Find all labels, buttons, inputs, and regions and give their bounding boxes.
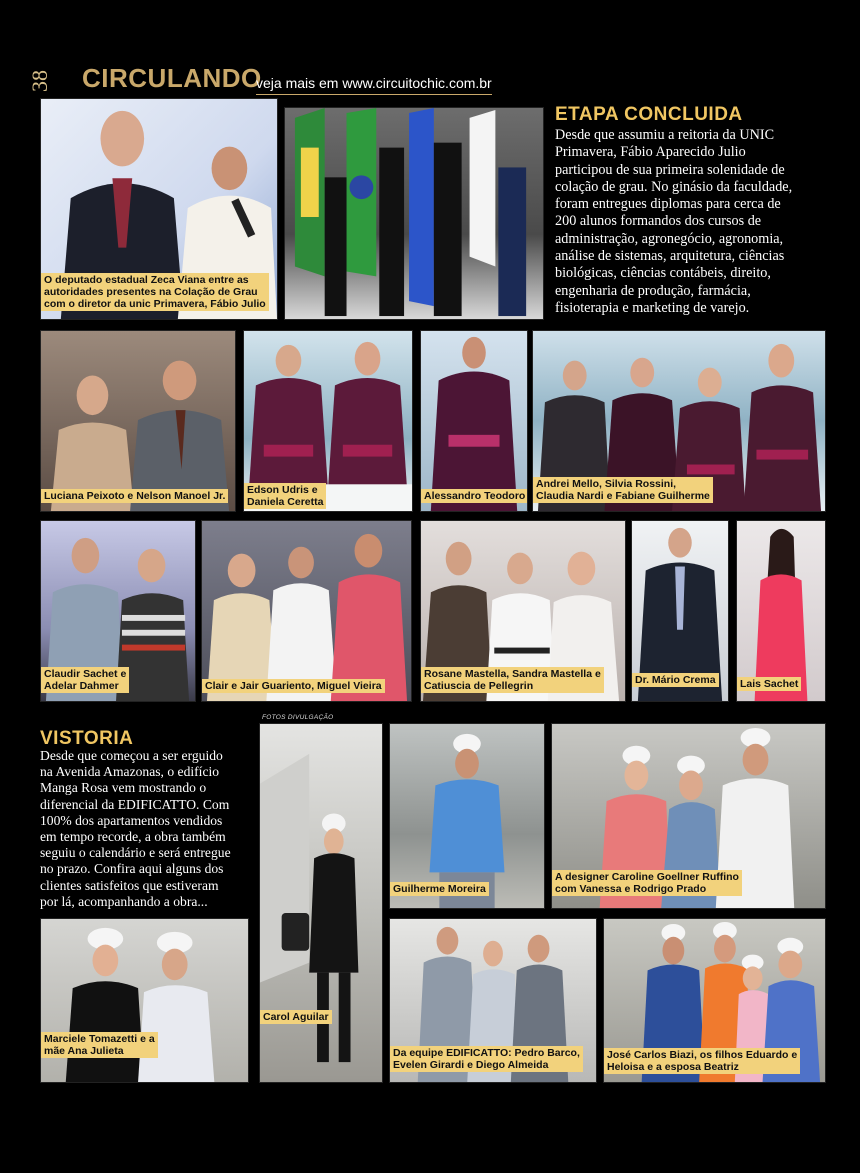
photo-jose	[603, 918, 826, 1083]
vistoria-line: no prazo. Confira aqui alguns dos	[40, 861, 224, 877]
etapa-line: participou de sua primeira solenidade de	[555, 161, 785, 178]
vistoria-line: em tempo recorde, a obra também	[40, 829, 226, 845]
etapa-line: biológicas, ciências contábeis, direito,	[555, 265, 771, 282]
caption-clair: Clair e Jair Guariento, Miguel Vieira	[202, 679, 385, 693]
photo-mario	[631, 520, 729, 702]
vistoria-body	[40, 748, 255, 910]
etapa-line: engenharia de produção, farmácia,	[555, 282, 751, 299]
caption-caroline: A designer Caroline Goellner Ruffino com Vanessa e Rodrigo Prado	[552, 870, 742, 896]
etapa-line: colação de grau. No ginásio da faculdade,	[555, 178, 793, 195]
photo-andrei	[532, 330, 826, 512]
photo-marciele	[40, 918, 249, 1083]
caption-alessandro: Alessandro Teodoro	[421, 489, 528, 503]
photo-guilherme-figures	[390, 724, 544, 908]
photo-luciana-figures	[41, 331, 235, 511]
etapa-line: 200 alunos formandos dos cursos de	[555, 213, 762, 230]
caption-edson: Edson Udris e Daniela Ceretta	[244, 483, 326, 509]
caption-claudir: Claudir Sachet e Adelar Dahmer	[41, 667, 129, 693]
caption-rosane: Rosane Mastella, Sandra Mastella e Catiuscia de Pellegrin	[421, 667, 604, 693]
photo-deputado	[40, 98, 278, 320]
etapa-heading: ETAPA CONCLUIDA	[555, 104, 743, 125]
vistoria-line: Desde que começou a ser erguido	[40, 748, 223, 763]
vistoria-line: Manga Rosa vem mostrando o	[40, 780, 207, 796]
caption-luciana: Luciana Peixoto e Nelson Manoel Jr.	[41, 489, 228, 503]
etapa-line: fisioterapia e marketing de varejo.	[555, 299, 750, 316]
caption-marciele: Marciele Tomazetti e a mãe Ana Julieta	[41, 1032, 158, 1058]
photo-flags-figures	[285, 108, 543, 319]
vistoria-line: na Avenida Amazonas, o edifício	[40, 764, 220, 780]
caption-deputado: O deputado estadual Zeca Viana entre as autoridades presentes na Colação de Grau com o diretor da unic Primavera, Fábio Julio	[41, 273, 269, 311]
page-number: 38	[27, 70, 52, 92]
caption-lais: Lais Sachet	[737, 677, 801, 691]
caption-mario: Dr. Mário Crema	[632, 673, 719, 687]
caption-andrei: Andrei Mello, Silvia Rossini, Claudia Nardi e Fabiane Guilherme	[533, 477, 713, 503]
photo-edson	[243, 330, 413, 512]
photo-lais-figures	[737, 521, 825, 701]
etapa-line: Desde que assumiu a reitoria da UNIC	[555, 127, 775, 143]
caption-guilherme: Guilherme Moreira	[390, 882, 489, 896]
photo-credit: FOTOS DIVULGAÇÃO	[262, 714, 334, 721]
section-title: CIRCULANDO	[82, 63, 262, 93]
vistoria-line: 100% dos apartamentos vendidos	[40, 812, 223, 828]
etapa-line: administração, agronegócio, agronomia,	[555, 230, 784, 247]
photo-guilherme	[389, 723, 545, 909]
photo-luciana	[40, 330, 236, 512]
caption-jose: José Carlos Biazi, os filhos Eduardo e Heloisa e a esposa Beatriz	[604, 1048, 800, 1074]
photo-caroline	[551, 723, 826, 909]
photo-lais	[736, 520, 826, 702]
photo-carol	[259, 723, 383, 1083]
photo-clair	[201, 520, 412, 702]
vistoria-line: clientes satisfeitos que estiveram	[40, 877, 219, 893]
photo-flags	[284, 107, 544, 320]
header-rule	[256, 94, 492, 95]
photo-alessandro	[420, 330, 528, 512]
photo-rosane	[420, 520, 626, 702]
vistoria-heading: VISTORIA	[40, 728, 134, 749]
vistoria-line: por lá, acompanhando a obra...	[40, 893, 208, 909]
photo-alessandro-figures	[421, 331, 527, 511]
etapa-line: foram entregues diplomas para cerca de	[555, 196, 781, 213]
etapa-line: Primavera, Fábio Aparecido Julio	[555, 144, 746, 161]
vistoria-line: diferencial da EDIFICATTO. Com	[40, 796, 230, 812]
etapa-body	[555, 127, 825, 317]
caption-carol: Carol Aguilar	[260, 1010, 332, 1024]
photo-claudir	[40, 520, 196, 702]
photo-carol-figures	[260, 724, 382, 1082]
vistoria-line: seguiu o calendário e será entregue	[40, 845, 231, 861]
site-url[interactable]: veja mais em www.circuitochic.com.br	[256, 75, 492, 91]
photo-equipe	[389, 918, 597, 1083]
photo-clair-figures	[202, 521, 411, 701]
caption-equipe: Da equipe EDIFICATTO: Pedro Barco, Evelen Girardi e Diego Almeida	[390, 1046, 583, 1072]
etapa-line: análise de sistemas, arquitetura, ciências	[555, 248, 785, 265]
